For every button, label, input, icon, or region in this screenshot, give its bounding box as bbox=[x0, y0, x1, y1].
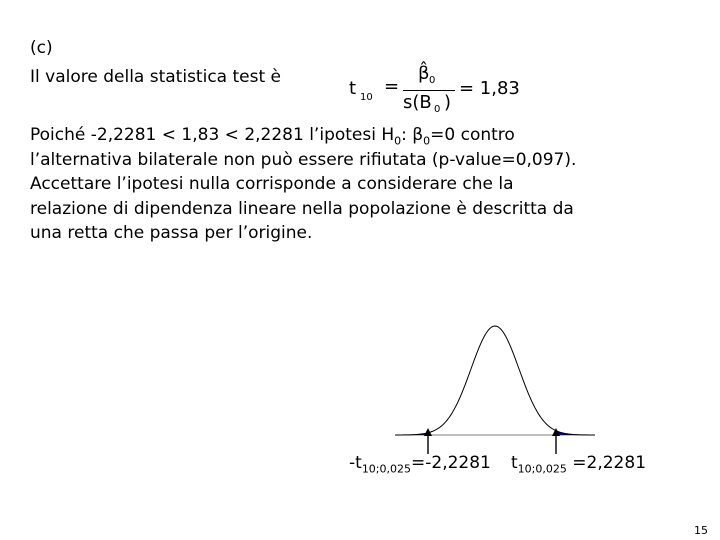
left-critical-value: $-t_{10;0,025}=-2,2281$ bbox=[349, 453, 491, 476]
t-distribution-diagram bbox=[395, 318, 595, 458]
paragraph-line-4: relazione di dipendenza lineare nella popolazione è descritta da bbox=[30, 198, 574, 219]
formula-numerator-sub: 0 bbox=[429, 75, 436, 86]
paragraph-line-5: una retta che passa per l’origine. bbox=[30, 223, 313, 243]
paragraph-line-3: Accettare l’ipotesi nulla corrisponde a considerare che la bbox=[30, 174, 514, 194]
intro-text: Il valore della statistica test è bbox=[30, 67, 281, 87]
density-curve bbox=[395, 326, 595, 435]
page-number: 15 bbox=[694, 524, 708, 537]
explanation-paragraph bbox=[30, 123, 710, 246]
formula-denominator: s(B bbox=[403, 92, 432, 113]
formula-lhs: t bbox=[349, 78, 357, 99]
formula-lhs-sub: 10 bbox=[360, 92, 373, 103]
formula-denominator-sub: 0 bbox=[434, 104, 441, 115]
paragraph-line-1: Poiché -2,2281 < 1,83 < 2,2281 l’ipotesi $H_0$: $\beta_0=0$ contro bbox=[30, 125, 515, 148]
formula-equals: = bbox=[384, 76, 400, 97]
paragraph-line-2: l’alternativa bilaterale non può essere rifiutata (p-value=0,097). bbox=[30, 149, 577, 170]
formula-numerator: β̂ bbox=[418, 63, 430, 84]
fraction-bar bbox=[403, 90, 455, 91]
formula-denominator-close: ) bbox=[444, 92, 452, 113]
part-label: (c) bbox=[30, 38, 53, 58]
right-critical-value: $t_{10;0,025} =2,2281$ bbox=[511, 453, 647, 476]
formula-result: = 1,83 bbox=[459, 78, 520, 99]
